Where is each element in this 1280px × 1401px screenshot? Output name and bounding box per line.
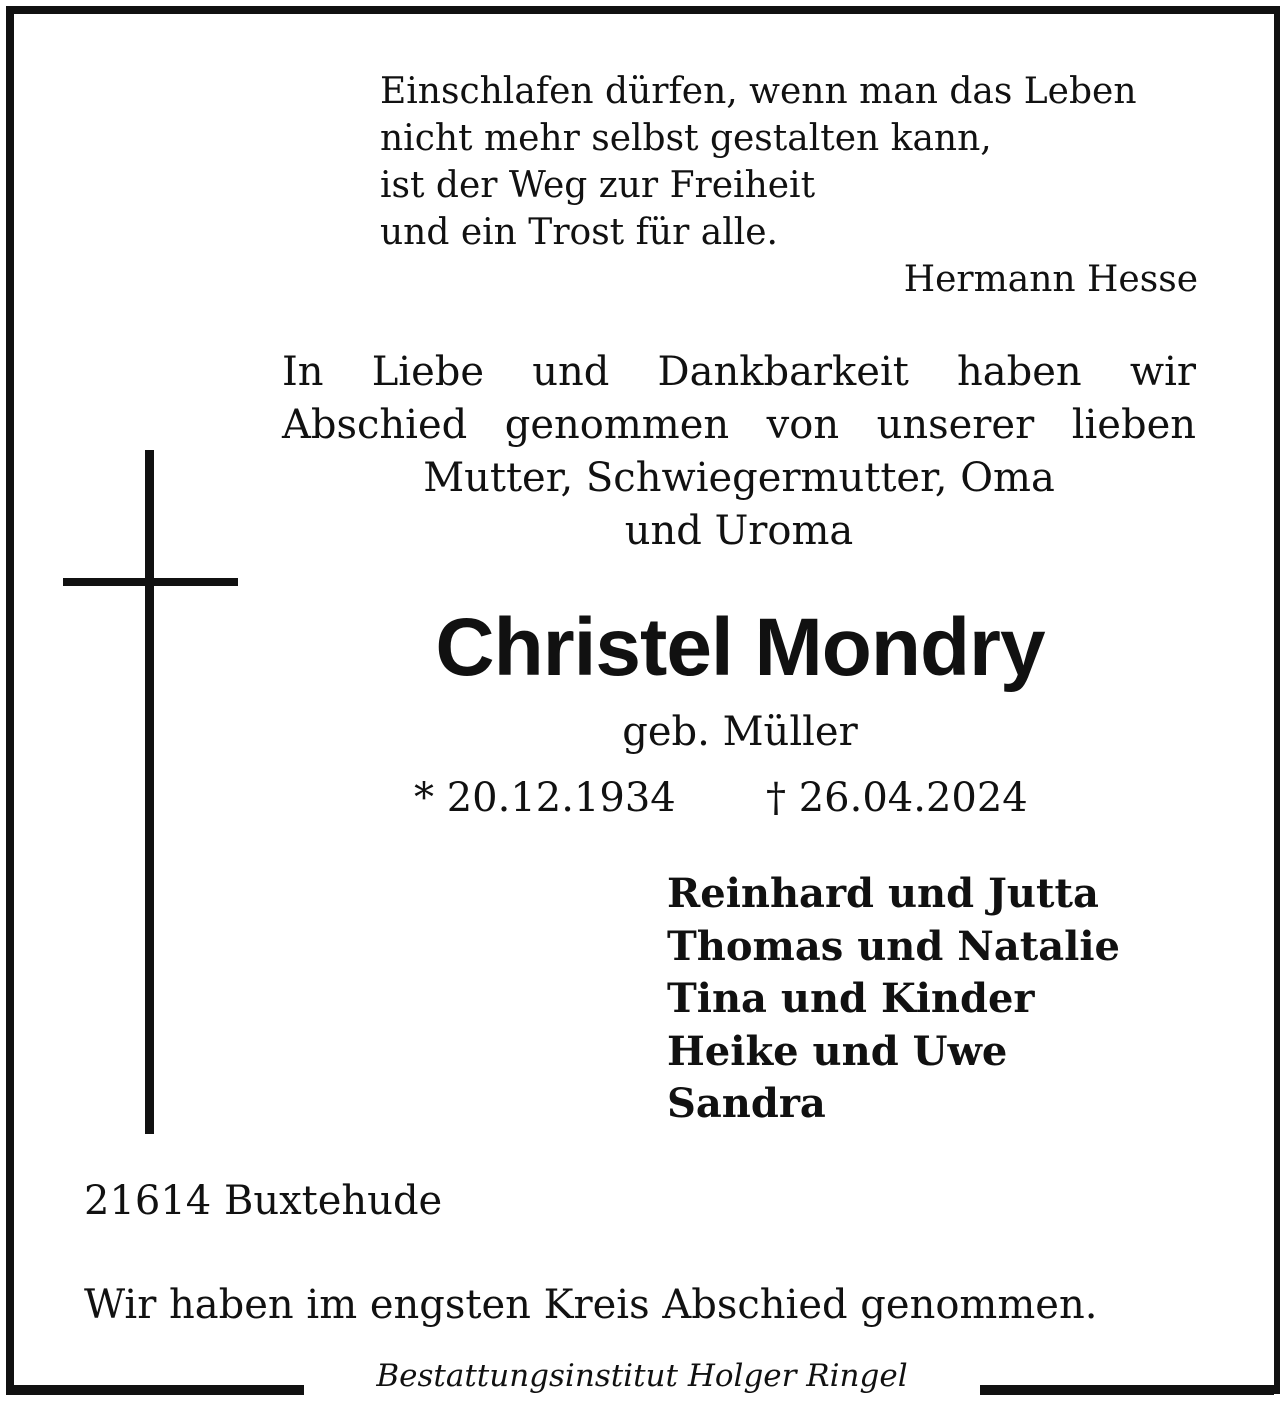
cross-vertical-bar: [145, 450, 154, 1134]
poem-line: Einschlafen dürfen, wenn man das Leben: [380, 71, 1137, 112]
place-postal-code-city: 21614 Buxtehude: [84, 1178, 443, 1224]
closing-statement: Wir haben im engsten Kreis Abschied genommen.: [84, 1282, 1098, 1328]
mourner-name: Thomas und Natalie: [667, 922, 1120, 970]
maiden-name: geb. Müller: [622, 709, 858, 755]
poem-line: nicht mehr selbst gestalten kann,: [380, 118, 992, 159]
cross-horizontal-bar: [63, 578, 238, 586]
bottom-rule-left: [6, 1385, 304, 1395]
intro-line: Abschied genommen von unserer lieben: [282, 402, 1196, 448]
mourner-name: Heike und Uwe: [667, 1027, 1008, 1075]
birth-date: * 20.12.1934: [414, 775, 676, 821]
mourner-name: Sandra: [667, 1080, 826, 1127]
intro-line: und Uroma: [624, 508, 854, 554]
mourner-name: Tina und Kinder: [667, 975, 1035, 1022]
deceased-name: Christel Mondry: [435, 602, 1045, 693]
undertaker-credit: Bestattungsinstitut Holger Ringel: [376, 1358, 908, 1394]
poem-line: und ein Trost für alle.: [380, 212, 778, 253]
poem-quote: [380, 68, 1198, 303]
mourner-name: Reinhard und Jutta: [667, 870, 1099, 917]
poem-line: ist der Weg zur Freiheit: [380, 165, 816, 206]
mourners-list: [667, 868, 1227, 1131]
intro-text: [282, 346, 1196, 558]
death-date: † 26.04.2024: [766, 775, 1028, 821]
intro-line: In Liebe und Dankbarkeit haben wir: [282, 349, 1196, 395]
poem-author: Hermann Hesse: [903, 259, 1198, 300]
intro-line: Mutter, Schwiegermutter, Oma: [423, 455, 1055, 501]
bottom-rule-right: [980, 1385, 1274, 1395]
